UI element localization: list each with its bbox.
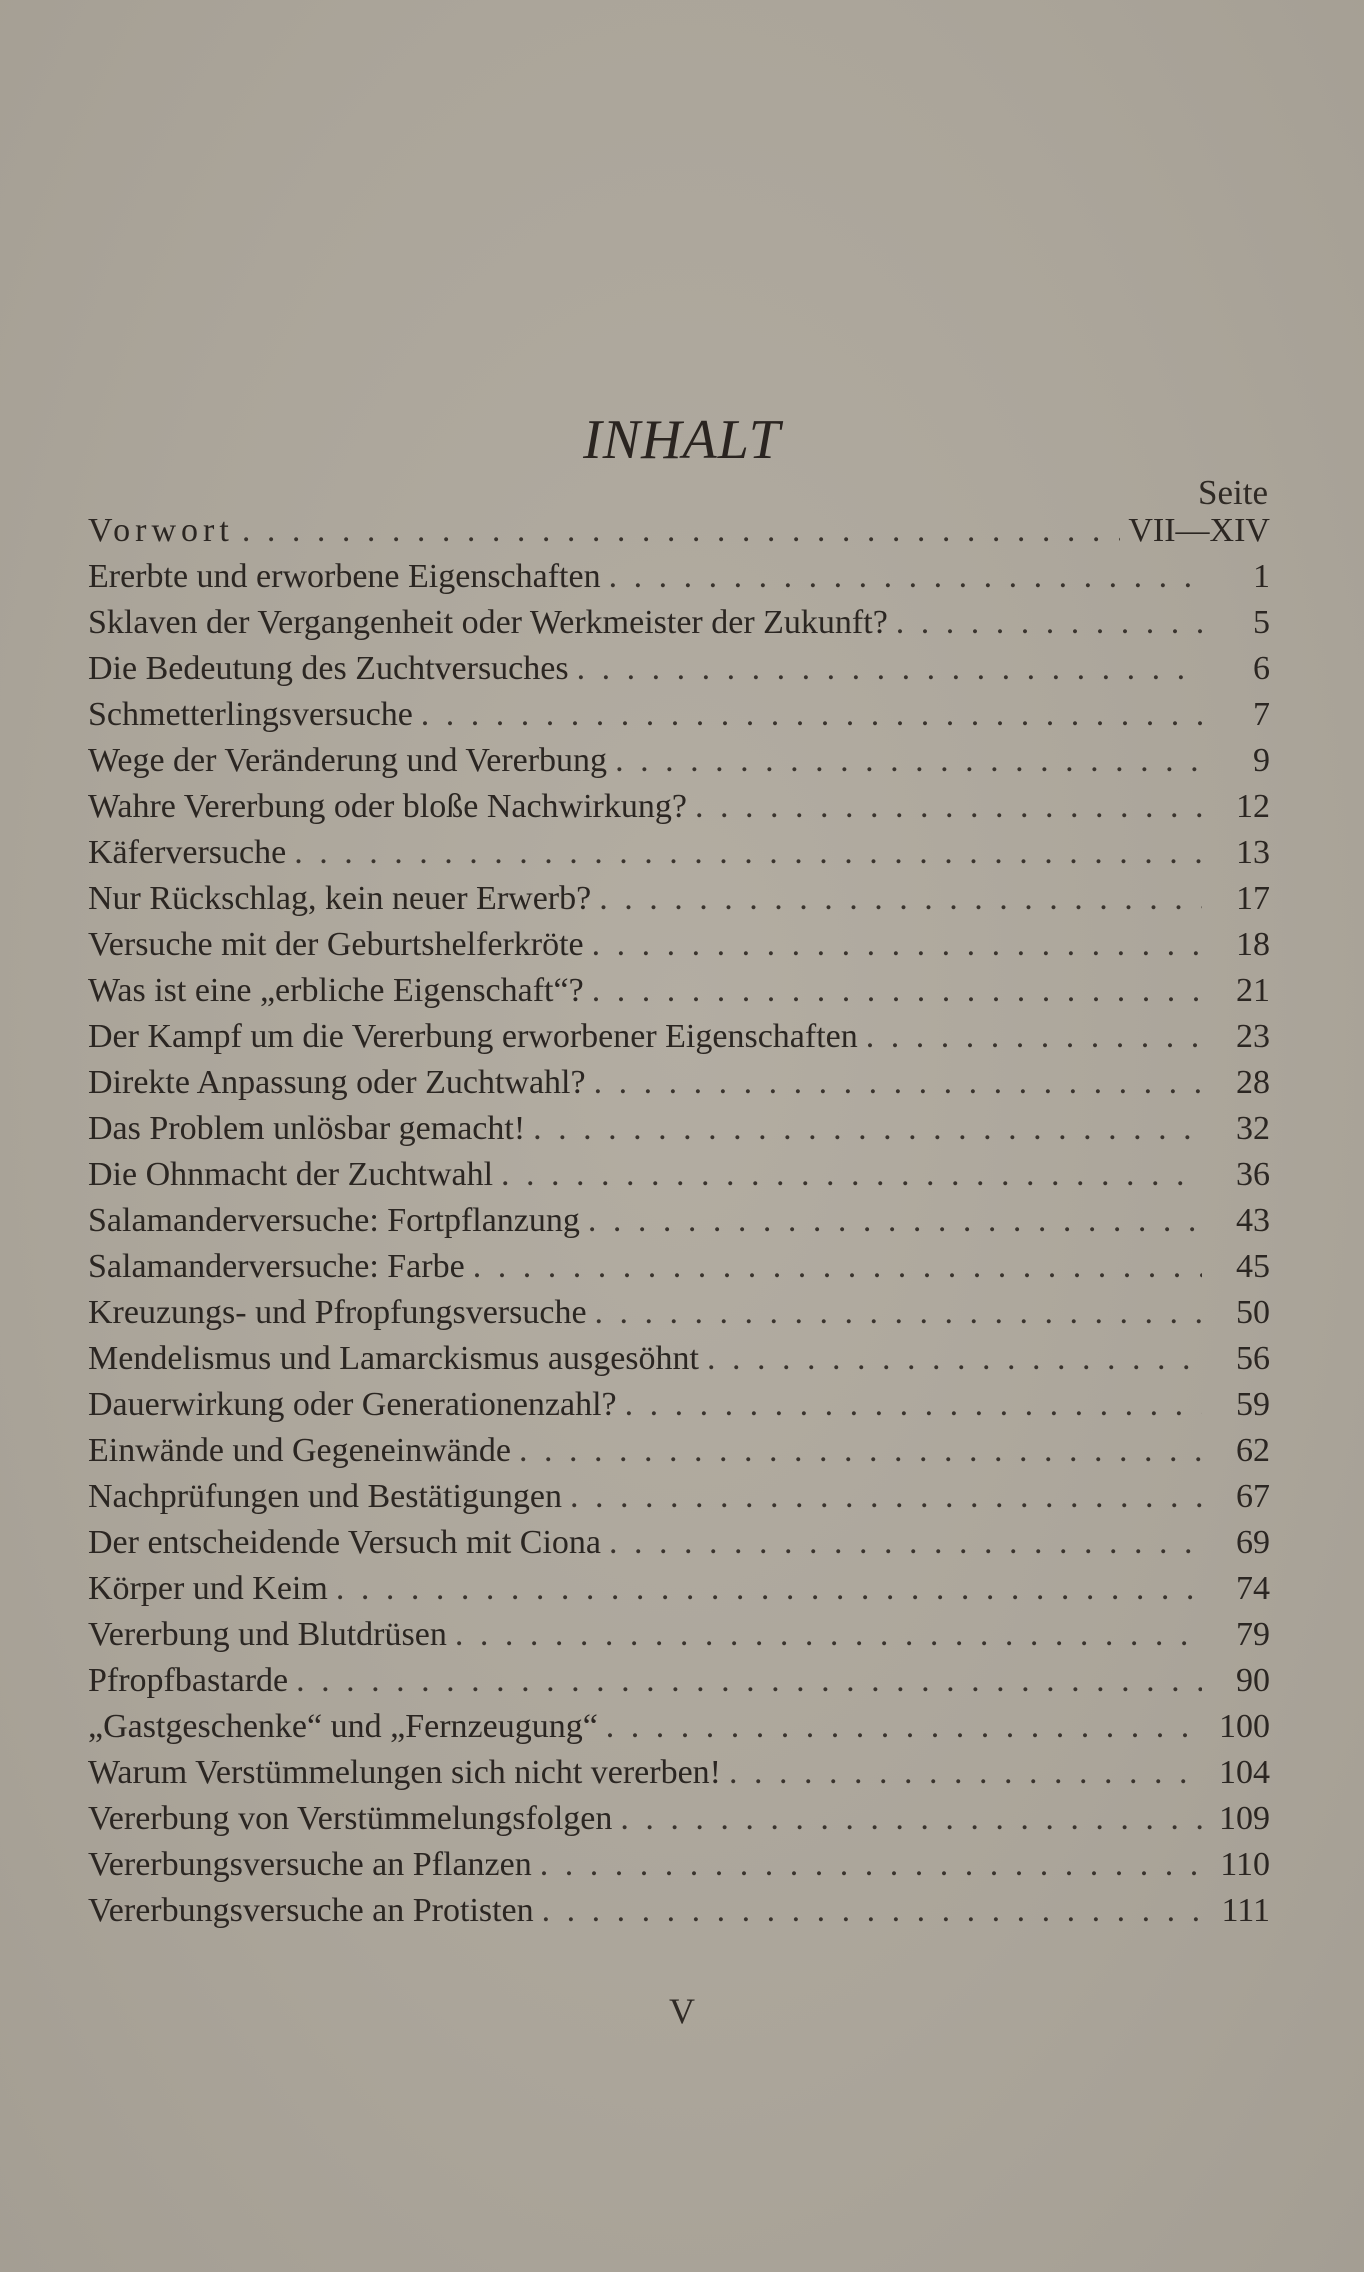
toc-entry xyxy=(88,784,1270,830)
toc-entry-title: Einwände und Gegeneinwände xyxy=(88,1432,511,1469)
toc-entry xyxy=(88,1336,1270,1382)
toc-entry-page: 7 xyxy=(1253,696,1270,733)
dot-leader xyxy=(594,1060,1202,1106)
dot-leader xyxy=(577,646,1202,692)
toc-entry-page: 32 xyxy=(1236,1110,1270,1147)
toc-entry-title: Vorwort xyxy=(88,512,234,549)
toc-entry-page: 111 xyxy=(1221,1892,1270,1929)
toc-entry xyxy=(88,830,1270,876)
toc-entry xyxy=(88,1152,1270,1198)
toc-entry-page: 12 xyxy=(1236,788,1270,825)
toc-entry-title: Direkte Anpassung oder Zuchtwahl? xyxy=(88,1064,586,1101)
toc-entry-title: Körper und Keim xyxy=(88,1570,328,1607)
dot-leader xyxy=(519,1428,1202,1474)
dot-leader xyxy=(625,1382,1202,1428)
toc-entry xyxy=(88,1796,1270,1842)
toc-entry-page: 100 xyxy=(1219,1708,1270,1745)
toc-entry-page: 23 xyxy=(1236,1018,1270,1055)
dot-leader xyxy=(533,1106,1202,1152)
toc-entry xyxy=(88,1704,1270,1750)
toc-entry-page: 9 xyxy=(1253,742,1270,779)
toc-entry xyxy=(88,876,1270,922)
toc-entry xyxy=(88,508,1270,554)
dot-leader xyxy=(294,830,1202,876)
toc-entry-page: 104 xyxy=(1219,1754,1270,1791)
toc-entry-title: Sklaven der Vergangenheit oder Werkmeister der Zukunft? xyxy=(88,604,888,641)
toc-entry xyxy=(88,554,1270,600)
dot-leader xyxy=(606,1704,1202,1750)
toc-entry-title: Schmetterlingsversuche xyxy=(88,696,413,733)
dot-leader xyxy=(729,1750,1202,1796)
toc-entry-page: 110 xyxy=(1220,1846,1270,1883)
toc-entry-title: Die Ohnmacht der Zuchtwahl xyxy=(88,1156,494,1193)
toc-entry xyxy=(88,600,1270,646)
table-of-contents xyxy=(88,508,1270,1934)
toc-entry-title: Salamanderversuche: Fortpflanzung xyxy=(88,1202,580,1239)
dot-leader xyxy=(592,922,1202,968)
toc-entry-page: 109 xyxy=(1219,1800,1270,1837)
toc-entry-page: 21 xyxy=(1236,972,1270,1009)
toc-entry-title: Wege der Veränderung und Vererbung xyxy=(88,742,608,779)
toc-entry-page: 45 xyxy=(1236,1248,1270,1285)
toc-entry-title: Nur Rückschlag, kein neuer Erwerb? xyxy=(88,880,592,917)
toc-entry-page: 36 xyxy=(1236,1156,1270,1193)
toc-entry-title: Vererbung und Blutdrüsen xyxy=(88,1616,447,1653)
toc-entry-title: Vererbung von Verstümmelungsfolgen xyxy=(88,1800,613,1837)
toc-entry xyxy=(88,968,1270,1014)
dot-leader xyxy=(455,1612,1202,1658)
dot-leader xyxy=(336,1566,1202,1612)
toc-entry-page: 5 xyxy=(1253,604,1270,641)
dot-leader xyxy=(501,1152,1202,1198)
dot-leader xyxy=(540,1842,1202,1888)
toc-entry xyxy=(88,1612,1270,1658)
dot-leader xyxy=(242,508,1121,554)
toc-entry-title: Salamanderversuche: Farbe xyxy=(88,1248,465,1285)
toc-entry-title: Was ist eine „erbliche Eigenschaft“? xyxy=(88,972,584,1009)
toc-entry xyxy=(88,1520,1270,1566)
toc-entry-page: 74 xyxy=(1236,1570,1270,1607)
dot-leader xyxy=(609,1520,1202,1566)
toc-entry-title: Wahre Vererbung oder bloße Nachwirkung? xyxy=(88,788,687,825)
toc-entry xyxy=(88,1382,1270,1428)
toc-entry-page: 79 xyxy=(1236,1616,1270,1653)
dot-leader xyxy=(473,1244,1202,1290)
dot-leader xyxy=(421,692,1202,738)
dot-leader xyxy=(595,1290,1202,1336)
toc-entry-title: Das Problem unlösbar gemacht! xyxy=(88,1110,526,1147)
dot-leader xyxy=(609,554,1202,600)
toc-entry xyxy=(88,1750,1270,1796)
toc-entry-title: Mendelismus und Lamarckismus ausgesöhnt xyxy=(88,1340,699,1377)
toc-entry-page: 69 xyxy=(1236,1524,1270,1561)
dot-leader xyxy=(707,1336,1202,1382)
dot-leader xyxy=(296,1658,1202,1704)
toc-entry xyxy=(88,1244,1270,1290)
dot-leader xyxy=(896,600,1202,646)
toc-entry xyxy=(88,692,1270,738)
dot-leader xyxy=(592,968,1202,1014)
toc-entry xyxy=(88,1014,1270,1060)
toc-entry-page: 13 xyxy=(1236,834,1270,871)
toc-entry xyxy=(88,1888,1270,1934)
toc-entry xyxy=(88,1566,1270,1612)
toc-entry xyxy=(88,1198,1270,1244)
toc-entry-title: Kreuzungs- und Pfropfungsversuche xyxy=(88,1294,587,1331)
dot-leader xyxy=(542,1888,1202,1934)
toc-entry-page: 67 xyxy=(1236,1478,1270,1515)
toc-entry-title: Nachprüfungen und Bestätigungen xyxy=(88,1478,562,1515)
dot-leader xyxy=(570,1474,1202,1520)
toc-entry xyxy=(88,922,1270,968)
toc-entry-title: „Gastgeschenke“ und „Fernzeugung“ xyxy=(88,1708,598,1745)
toc-entry-page: 18 xyxy=(1236,926,1270,963)
toc-entry-title: Vererbungsversuche an Pflanzen xyxy=(88,1846,532,1883)
page-column-label: Seite xyxy=(1198,473,1268,512)
toc-entry-page: VII—XIV xyxy=(1128,512,1270,549)
toc-entry xyxy=(88,738,1270,784)
toc-entry-title: Versuche mit der Geburtshelferkröte xyxy=(88,926,584,963)
toc-entry xyxy=(88,1658,1270,1704)
dot-leader xyxy=(599,876,1202,922)
dot-leader xyxy=(695,784,1202,830)
toc-entry-page: 56 xyxy=(1236,1340,1270,1377)
toc-entry-page: 43 xyxy=(1236,1202,1270,1239)
dot-leader xyxy=(615,738,1202,784)
toc-entry xyxy=(88,1060,1270,1106)
toc-entry-page: 28 xyxy=(1236,1064,1270,1101)
toc-entry-page: 62 xyxy=(1236,1432,1270,1469)
toc-entry-title: Die Bedeutung des Zuchtversuches xyxy=(88,650,569,687)
toc-entry xyxy=(88,1290,1270,1336)
toc-entry-title: Vererbungsversuche an Protisten xyxy=(88,1892,534,1929)
toc-entry-title: Käferversuche xyxy=(88,834,287,871)
toc-entry-title: Dauerwirkung oder Generationenzahl? xyxy=(88,1386,617,1423)
toc-entry xyxy=(88,1428,1270,1474)
toc-entry-title: Pfropfbastarde xyxy=(88,1662,289,1699)
dot-leader xyxy=(620,1796,1202,1842)
toc-entry xyxy=(88,646,1270,692)
toc-entry-page: 1 xyxy=(1253,558,1270,595)
toc-entry-page: 6 xyxy=(1253,650,1270,687)
toc-entry-title: Der entscheidende Versuch mit Ciona xyxy=(88,1524,602,1561)
page-folio: V xyxy=(669,1991,695,2031)
toc-entry-page: 90 xyxy=(1236,1662,1270,1699)
dot-leader xyxy=(588,1198,1202,1244)
page-title: INHALT xyxy=(583,409,781,471)
toc-entry xyxy=(88,1106,1270,1152)
toc-entry xyxy=(88,1842,1270,1888)
toc-entry-page: 17 xyxy=(1236,880,1270,917)
toc-entry-title: Ererbte und erworbene Eigenschaften xyxy=(88,558,601,595)
toc-entry-title: Warum Verstümmelungen sich nicht vererben! xyxy=(88,1754,722,1791)
toc-entry-title: Der Kampf um die Vererbung erworbener Eigenschaften xyxy=(88,1018,858,1055)
toc-entry-page: 59 xyxy=(1236,1386,1270,1423)
dot-leader xyxy=(866,1014,1202,1060)
toc-entry xyxy=(88,1474,1270,1520)
toc-entry-page: 50 xyxy=(1236,1294,1270,1331)
